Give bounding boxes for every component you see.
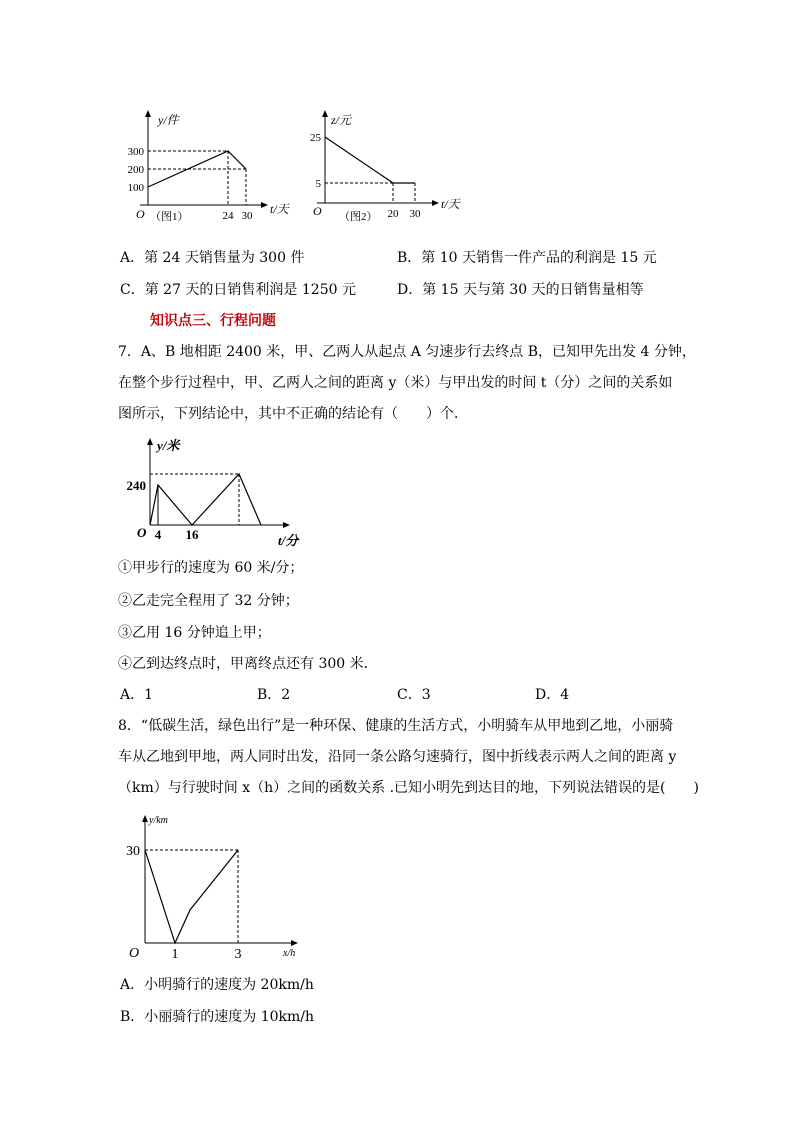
figure-q8-distance-graph [115,810,305,965]
q6-option-b: B．第 10 天销售一件产品的利润是 15 元 [397,250,657,266]
fig1-caption: （图1） [150,211,189,223]
q7-option-d: D．4 [535,687,570,703]
fig2-x-label: t/天 [441,197,460,211]
q8-option-a: A．小明骑行的速度为 20km/h [120,977,314,993]
fig1-x-label: t/天 [270,202,289,216]
q7-option-a: A．1 [120,687,154,703]
fig1-y-tick-100: 100 [127,182,144,194]
q7-stem-line-2: 在整个步行过程中，甲、乙两人之间的距离 y（米）与甲出发的时间 t（分）之间的关系如 [118,375,673,391]
q7-stem-line-1: 7．A、B 地相距 2400 米，甲、乙两人从起点 A 匀速步行去终点 B，已知甲先出发 4 分钟， [118,344,696,360]
fig8-origin: O [129,946,140,961]
fig8-x-tick-3: 3 [234,947,242,962]
q8-stem-line-1: 8．“低碳生活，绿色出行”是一种环保、健康的生活方式，小明骑车从甲地到乙地，小丽骑 [118,718,674,734]
fig8-graph-line [145,850,238,943]
q7-stem-line-3: 图所示，下列结论中，其中不正确的结论有（ ）个． [118,406,468,422]
figure-1-sales-volume-graph [110,105,300,230]
fig7-x-tick-4: 4 [154,527,162,542]
section-heading: 知识点三、行程问题 [150,313,276,329]
q7-option-b: B．2 [257,687,291,703]
fig7-y-axis-arrow [147,438,153,445]
fig2-graph-line [325,137,415,183]
figure-q7-distance-graph [115,435,310,550]
q7-statement-2: ②乙走完全程用了 32 分钟； [118,593,299,609]
fig1-graph-line [148,151,246,187]
fig7-graph-line [150,474,261,525]
q8-stem-line-3: （km）与行驶时间 x（h）之间的函数关系 .已知小明先到达目的地，下列说法错误的是( ) [118,780,699,796]
q6-option-d: D．第 15 天与第 30 天的日销售量相等 [397,282,644,298]
fig1-x-tick-30: 30 [241,210,253,222]
q8-stem-line-2: 车从乙地到甲地，两人同时出发，沿同一条公路匀速骑行，图中折线表示两人之间的距离 y [118,749,677,765]
fig2-y-label: z/元 [331,113,352,127]
fig1-y-axis-arrow [145,110,151,117]
fig7-x-axis-arrow [283,522,290,528]
q8-option-b: B．小丽骑行的速度为 10km/h [120,1009,315,1025]
fig8-x-tick-1: 1 [171,947,179,962]
q7-statement-3: ③乙用 16 分钟追上甲； [118,625,271,641]
fig7-y-label: y/米 [157,438,180,453]
fig8-y-axis-arrow [142,815,148,822]
fig2-y-tick-25: 25 [310,132,321,144]
fig2-x-tick-20: 20 [387,208,399,220]
fig8-y-label: y/km [149,815,168,826]
fig1-origin: O [136,207,145,221]
fig1-x-axis-arrow [261,202,268,208]
fig1-x-tick-24: 24 [222,210,234,222]
fig8-x-label: x/h [283,948,296,959]
fig2-y-tick-5: 5 [315,178,321,190]
fig8-x-axis-arrow [291,940,298,946]
fig2-x-axis-arrow [432,200,439,206]
q6-option-a: A．第 24 天销售量为 300 件 [120,250,305,266]
fig2-caption: （图2） [339,211,378,223]
figure-2-unit-profit-graph [305,105,475,230]
fig1-y-tick-300: 300 [127,146,144,158]
fig2-origin: O [313,204,322,218]
fig7-origin: O [137,525,147,540]
fig1-y-tick-200: 200 [127,164,144,176]
q7-option-c: C．3 [397,687,431,703]
fig7-x-label: t/分 [278,533,299,548]
fig1-y-label: y/件 [158,113,179,127]
q6-option-c: C．第 27 天的日销售利润是 1250 元 [120,282,356,298]
fig7-y-tick-240: 240 [126,478,146,493]
q7-statement-4: ④乙到达终点时，甲离终点还有 300 米． [118,656,378,672]
fig8-y-tick-30: 30 [126,844,140,859]
fig2-y-axis-arrow [322,110,328,117]
fig2-x-tick-30: 30 [409,208,421,220]
q7-statement-1: ①甲步行的速度为 60 米/分； [118,560,304,576]
fig7-x-tick-16: 16 [185,527,199,542]
